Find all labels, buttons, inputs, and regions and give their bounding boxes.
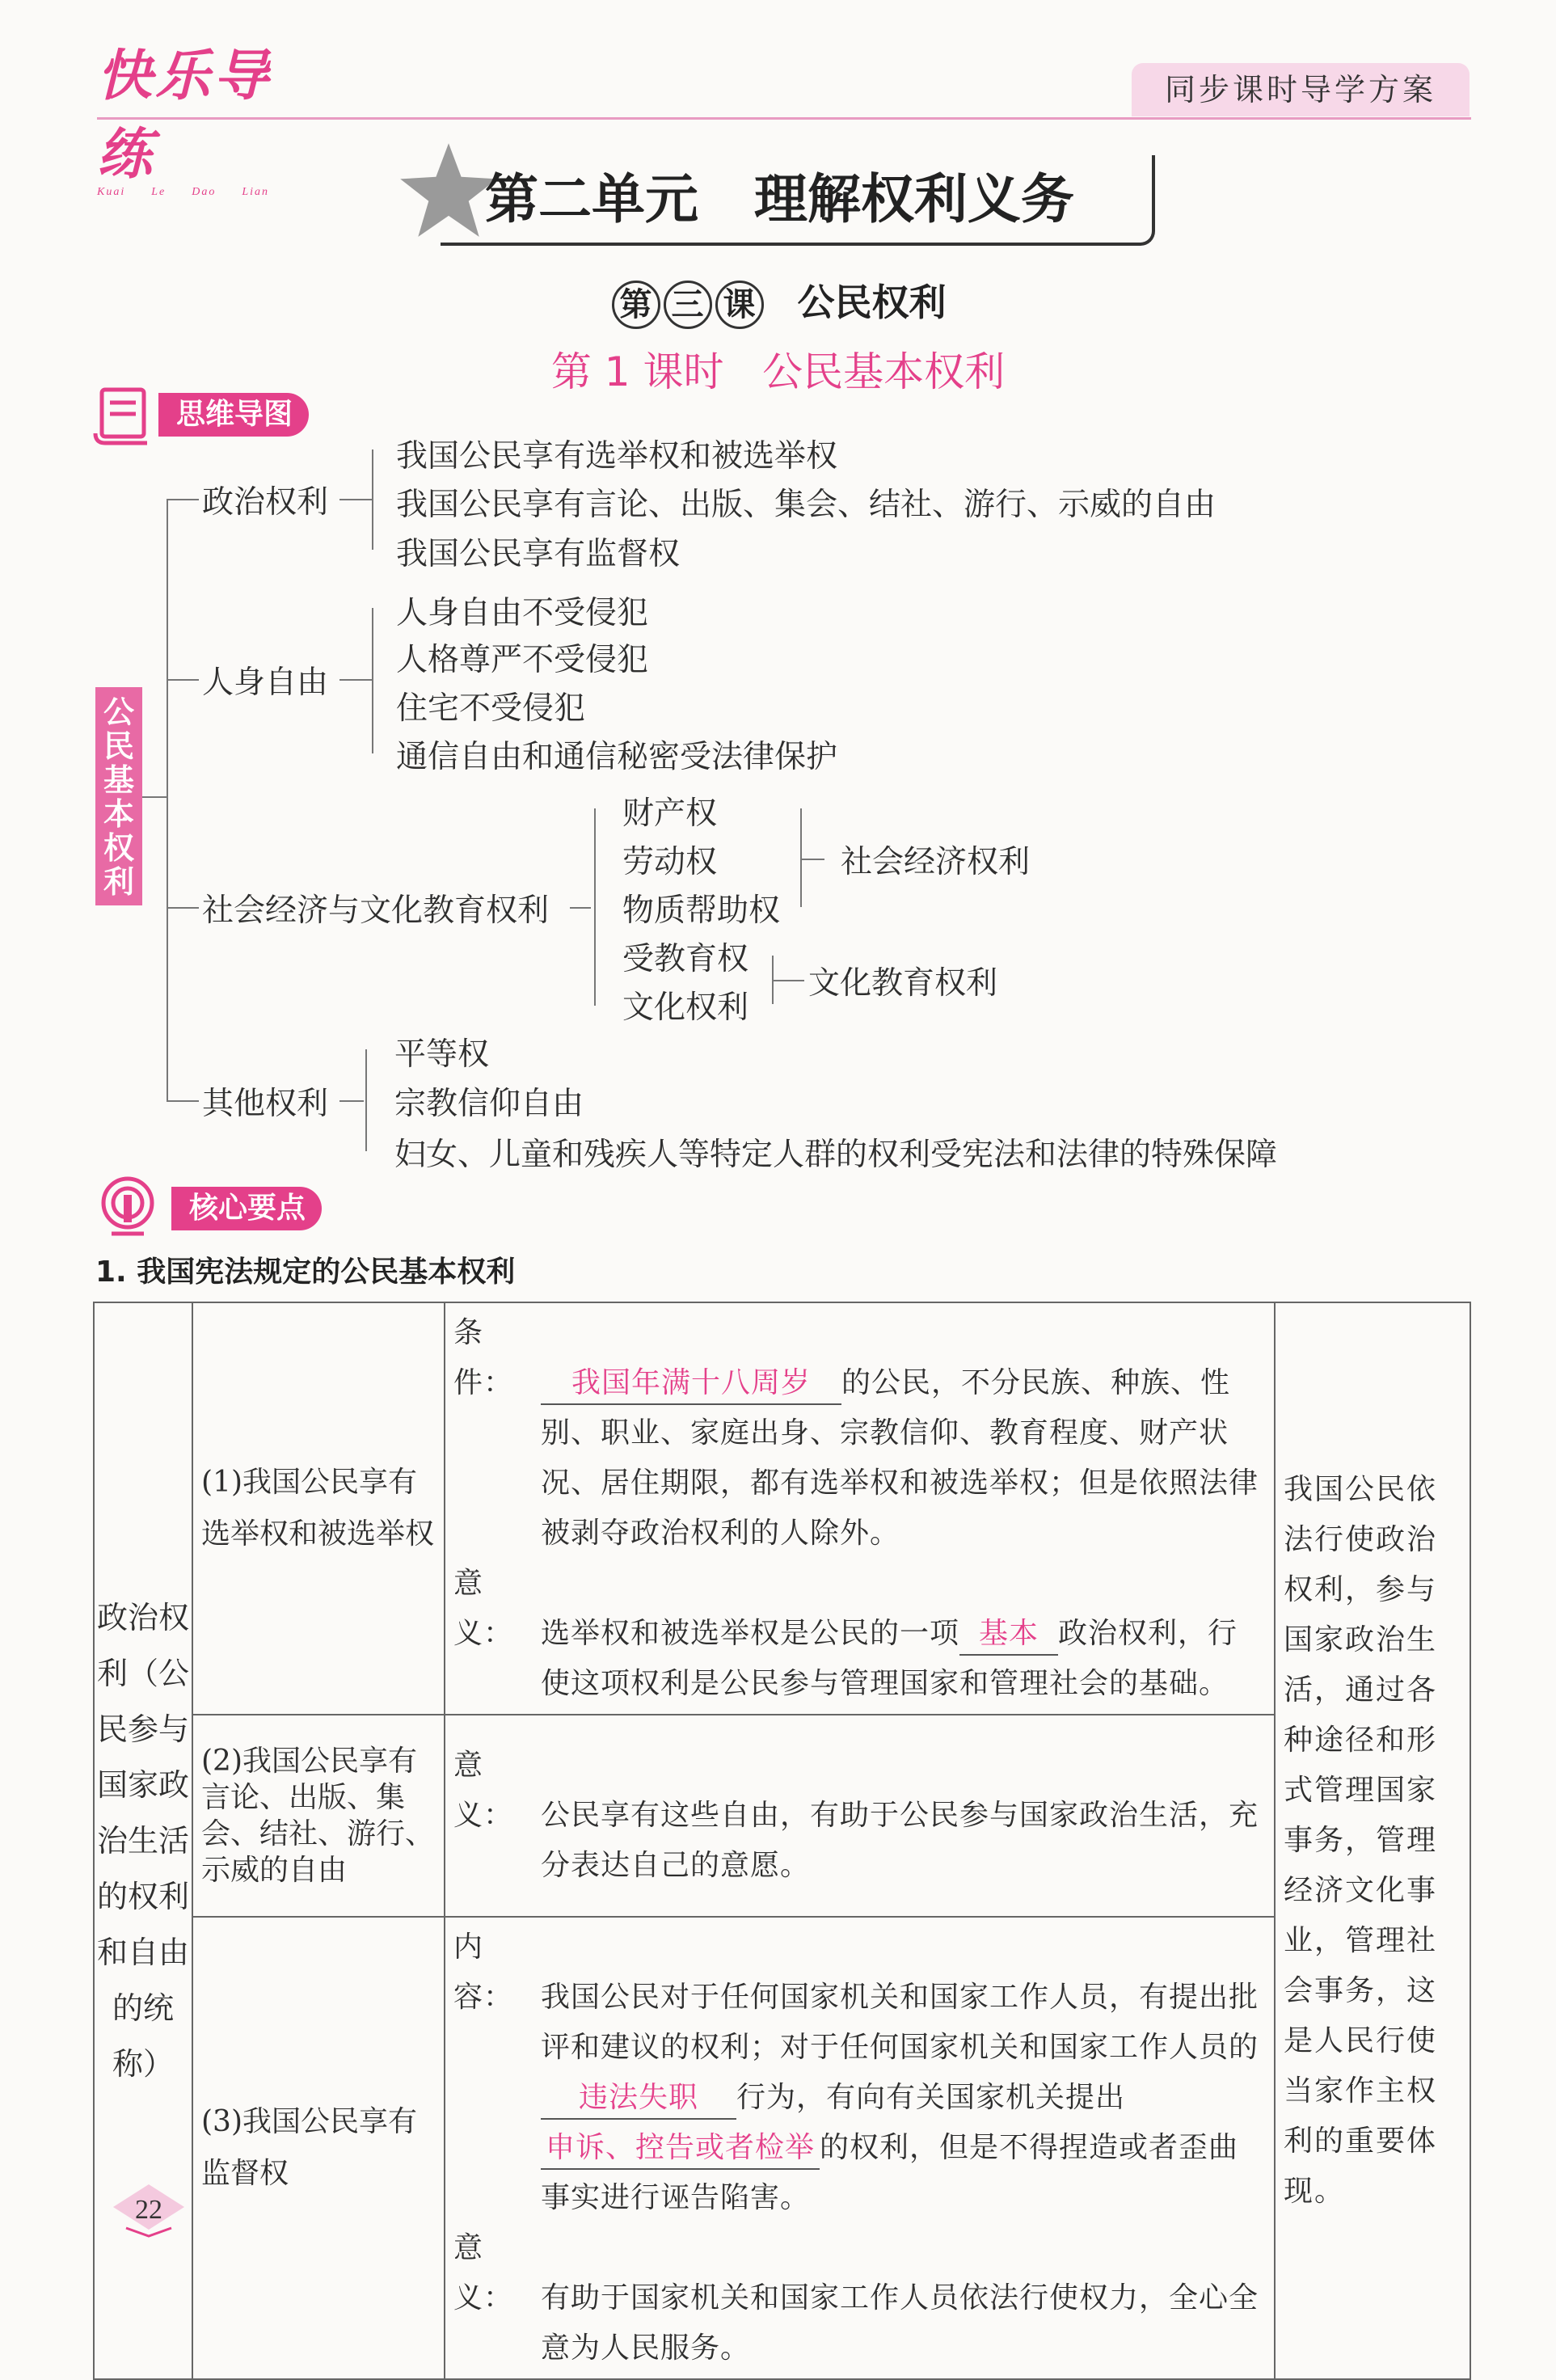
content-pre: 我国公民对于任何国家机关和国家工作人员，有提出批评和建议的权利；对于任何国家机关和国家工作人员的 [541,1981,1259,2064]
pinyin-1: Kuai [97,186,126,198]
other-item: 平等权 [394,1036,490,1073]
connector [167,679,199,681]
meaning-text [453,1559,1266,1709]
answer-blank: 申诉、控告或者检举 [541,2128,820,2170]
connector [800,859,824,860]
header-divider [97,117,1471,120]
category-cell: 政治权利（公民参与国家政治生活的权利和自由的统称） [94,1302,192,2379]
meaning-text [453,2223,1266,2374]
condition-text [453,1308,1266,1559]
other-item: 妇女、儿童和残疾人等特定人群的权利受宪法和法律的特殊保障 [394,1137,1278,1173]
cultural-item: 文化权利 [622,990,749,1026]
connector [339,679,372,681]
connector [142,796,167,798]
political-item: 我国公民享有监督权 [396,536,681,572]
answer-blank: 基本 [959,1614,1058,1656]
cultural-item: 受教育权 [622,941,749,977]
connector [356,499,372,500]
brand-title: 快乐导练 [97,44,272,187]
personal-item: 通信自由和通信秘密受法律保护 [396,739,838,775]
connector [570,907,591,909]
pinyin-2: Le [151,186,167,198]
lesson-title: 公民权利 [797,281,947,324]
unit-title: 第二单元 理解权利义务 [485,167,1074,230]
social-econ-item: 财产权 [622,795,718,832]
page-number: 22 [135,2195,162,2225]
core-section-tag: 核心要点 [171,1187,322,1230]
detail-cell [445,1715,1275,1917]
meaning-label: 意义： [453,2231,514,2315]
core-subheading: 1. 我国宪法规定的公民基本权利 [95,1255,516,1289]
content-post: 的权利，但是不得捏造或者歪曲事实进行诬告陷害。 [541,2131,1239,2214]
connector [594,808,596,1006]
meaning-body: 有助于国家机关和国家工作人员依法行使权力，全心全意为人民服务。 [541,2281,1259,2365]
connector [372,608,373,753]
personal-item: 人格尊严不受侵犯 [396,642,649,678]
mindmap-root: 公民基本权利 [103,694,134,900]
connector [167,1100,199,1102]
detail-cell [445,1302,1275,1715]
social-econ-item: 劳动权 [622,844,718,880]
series-tag: 同步课时导学方案 [1132,63,1470,116]
core-table [93,1302,1471,2380]
political-item: 我国公民享有选举权和被选举权 [396,438,838,475]
meaning-pre: 选举权和被选举权是公民的一项 [541,1617,960,1650]
content-text [453,1922,1266,2223]
meaning-post: 政治权利，行使这项权利是公民参与管理国家和管理社会的基础。 [541,1617,1238,1700]
branch-other: 其他权利 [202,1086,329,1122]
connector [167,499,199,500]
lesson-char-3: 课 [715,281,764,329]
pinyin-3: Dao [192,186,217,198]
content-mid: 行为，有向有关国家机关提出 [736,2081,1126,2114]
meaning-label: 意义： [453,1749,514,1832]
lesson-char-2: 三 [664,281,712,329]
meaning-text [453,1741,1266,1891]
connector [372,449,373,550]
connector [772,980,804,981]
connector [365,1049,367,1151]
brand-pinyin [97,186,291,199]
other-item: 宗教信仰自由 [394,1086,584,1122]
meaning-body: 公民享有这些自由，有助于公民参与国家政治生活，充分表达自己的意愿。 [541,1799,1259,1882]
scroll-icon [91,385,155,448]
connector [800,808,802,907]
lesson-char-1: 第 [612,281,660,329]
social-econ-item: 物质帮助权 [622,892,781,929]
branch-personal: 人身自由 [202,665,329,701]
lesson-heading [0,273,1556,329]
item-cell: (3)我国公民享有监督权 [192,1917,445,2379]
item-cell: (2)我国公民享有言论、出版、集会、结社、游行、示威的自由 [192,1715,445,1917]
connector [339,499,356,500]
cultural-group: 文化教育权利 [808,965,998,1002]
summary-cell: 我国公民依法行使政治权利，参与国家政治生活，通过各种途径和形式管理国家事务，管理经济文化事业，管理社会事务，这是人民行使当家作主权利的重要体现。 [1275,1302,1470,2379]
pinyin-4: Lian [242,186,270,198]
political-item: 我国公民享有言论、出版、集会、结社、游行、示威的自由 [396,487,1217,523]
condition-label: 条件： [453,1316,514,1399]
period-title: 第 1 课时 公民基本权利 [550,348,1006,395]
condition-body: 的公民，不分民族、种族、性别、职业、家庭出身、宗教信仰、教育程度、财产状况、居住期限，都有选举权和被选举权；但是依照法律被剥夺政治权利的人除外。 [541,1366,1259,1550]
personal-item: 人身自由不受侵犯 [396,595,649,631]
answer-blank: 违法失职 [541,2078,736,2120]
brand-logo [97,32,291,198]
meaning-label: 意义： [453,1567,514,1650]
branch-social: 社会经济与文化教育权利 [202,892,550,929]
connector [339,1100,364,1102]
broadcast-icon [95,1174,160,1237]
social-econ-group: 社会经济权利 [841,844,1031,880]
item-cell: (1)我国公民享有选举权和被选举权 [192,1302,445,1715]
personal-item: 住宅不受侵犯 [396,690,586,727]
connector [167,907,199,909]
content-label: 内容： [453,1931,514,2014]
answer-blank: 我国年满十八周岁 [541,1363,841,1405]
mindmap-section-tag: 思维导图 [158,393,309,437]
connector [167,499,168,1102]
detail-cell [445,1917,1275,2379]
branch-political: 政治权利 [202,484,329,521]
